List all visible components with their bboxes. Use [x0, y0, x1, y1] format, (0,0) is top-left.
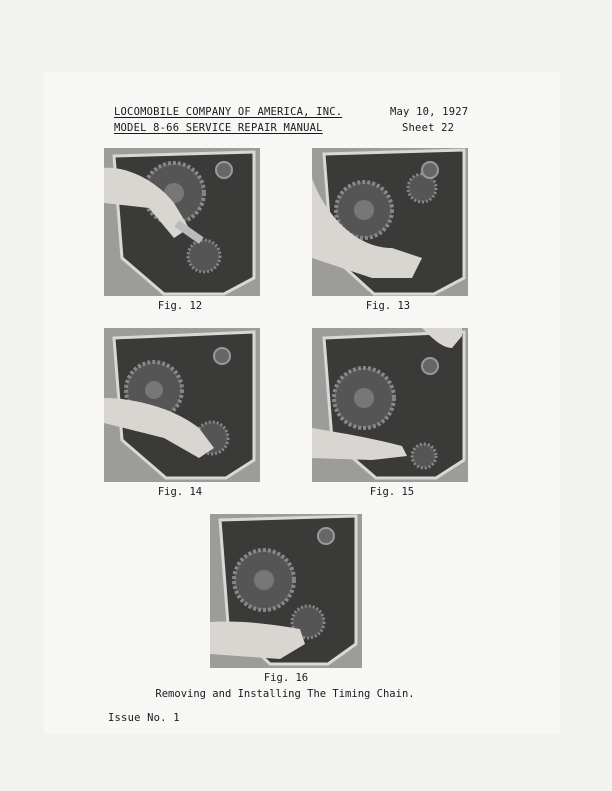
- fig-16-caption: Fig. 16: [263, 672, 309, 684]
- fig-14-photo: [104, 328, 260, 482]
- issue-number: Issue No. 1: [108, 712, 180, 724]
- company-name: LOCOMOBILE COMPANY OF AMERICA, INC.: [114, 106, 343, 118]
- fig-12-photo: [104, 148, 260, 296]
- fig-12-caption: Fig. 12: [157, 300, 203, 312]
- fig-16-photo: [210, 514, 362, 668]
- fig-15-caption: Fig. 15: [369, 486, 415, 498]
- sheet-number: Sheet 22: [402, 122, 455, 134]
- fig-14-caption: Fig. 14: [157, 486, 203, 498]
- fig-15-photo: [312, 328, 468, 482]
- issue-date: May 10, 1927: [390, 106, 469, 118]
- fig-13-photo: [312, 148, 468, 296]
- page-title: Removing and Installing The Timing Chain.: [155, 688, 415, 700]
- manual-title: MODEL 8-66 SERVICE REPAIR MANUAL: [114, 122, 323, 134]
- fig-13-caption: Fig. 13: [365, 300, 411, 312]
